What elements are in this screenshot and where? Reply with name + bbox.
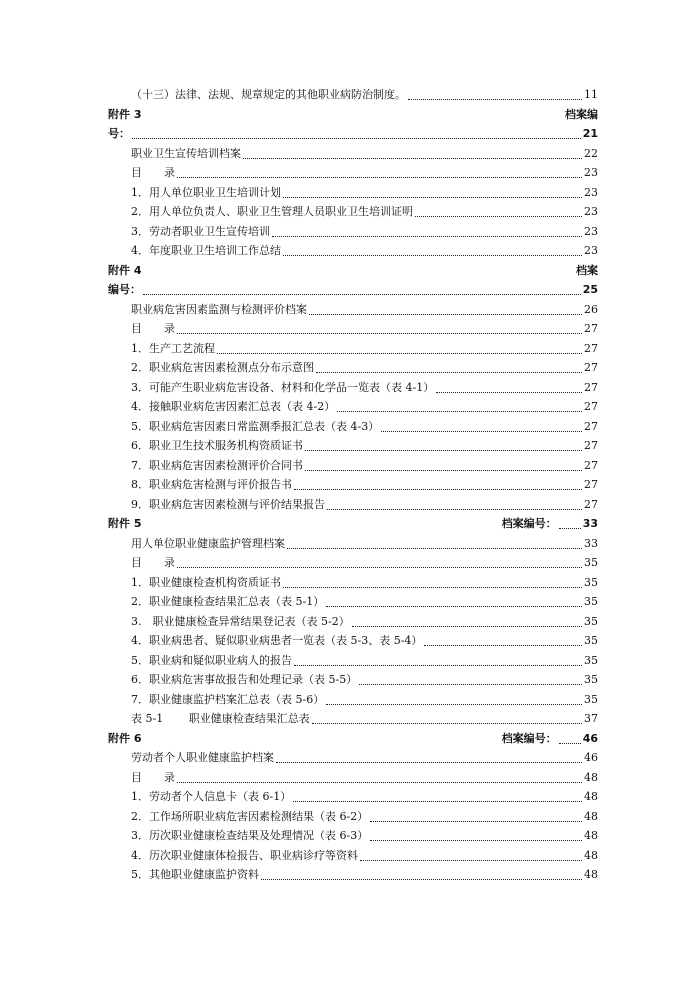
appendix-label: 附件 5	[108, 517, 142, 530]
toc-entry-page: 35	[584, 575, 598, 589]
toc-appendix-heading[interactable]	[108, 729, 598, 749]
toc-leader-dots	[272, 236, 582, 237]
toc-entry[interactable]	[108, 787, 598, 807]
toc-leader-dots	[370, 840, 582, 841]
archive-number-label: 档案编号：	[501, 731, 557, 745]
toc-leader-dots	[370, 821, 582, 822]
toc-entry[interactable]	[108, 183, 598, 203]
toc-entry[interactable]	[108, 709, 598, 729]
toc-leader-dots	[217, 353, 582, 354]
toc-leader-dots	[294, 489, 582, 490]
toc-entry[interactable]	[108, 456, 598, 476]
toc-entry[interactable]	[108, 475, 598, 495]
toc-entry-page: 22	[584, 146, 598, 160]
toc-leader-dots	[283, 587, 582, 588]
toc-entry[interactable]	[108, 690, 598, 710]
toc-entry[interactable]	[108, 612, 598, 632]
toc-appendix-heading[interactable]	[108, 514, 598, 534]
toc-entry-title: 5．其他职业健康监护资料	[131, 868, 259, 881]
toc-entry-title: 1．职业健康检查机构资质证书	[131, 575, 281, 589]
toc-entry-page: 27	[584, 361, 598, 374]
toc-leader-dots	[326, 606, 582, 607]
toc-entry-title: 职业病危害因素监测与检测评价档案	[131, 302, 307, 316]
toc-leader-dots	[359, 684, 582, 685]
toc-entry-title: 7．职业健康监护档案汇总表（表 5-6）	[131, 692, 325, 706]
toc-leader-dots	[143, 294, 581, 295]
toc-entry-page: 35	[584, 653, 598, 667]
toc-entry[interactable]	[108, 417, 598, 437]
toc-entry-page: 35	[584, 556, 598, 569]
toc-leader-dots	[415, 216, 582, 217]
toc-entry-page: 35	[584, 673, 598, 686]
toc-entry-page: 35	[584, 614, 598, 628]
toc-entry-page: 46	[582, 731, 598, 745]
toc-leader-dots	[177, 333, 582, 334]
toc-entry[interactable]	[108, 397, 598, 417]
toc-entry-title: 目 录	[131, 322, 175, 335]
toc-appendix-heading[interactable]	[108, 105, 598, 125]
toc-entry[interactable]	[108, 846, 598, 866]
toc-leader-dots	[436, 392, 582, 393]
toc-entry[interactable]	[108, 807, 598, 827]
toc-leader-dots	[360, 860, 582, 861]
toc-entry-title: 号：	[108, 127, 130, 140]
toc-leader-dots	[177, 782, 582, 783]
toc-entry-title: 4．职业病患者、疑似职业病患者一览表（表 5-3、表 5-4）	[131, 634, 423, 647]
toc-leader-dots	[327, 509, 582, 510]
toc-leader-dots	[305, 470, 582, 471]
toc-entry-page: 48	[584, 829, 598, 842]
toc-leader-dots	[424, 645, 582, 646]
toc-entry[interactable]	[108, 495, 598, 515]
toc-entry[interactable]	[108, 319, 598, 339]
toc-leader-dots	[352, 626, 582, 627]
toc-leader-dots	[283, 255, 582, 256]
appendix-label: 附件 4	[108, 263, 142, 277]
toc-entry-title: 1．用人单位职业卫生培训计划	[131, 185, 281, 199]
toc-entry-page: 23	[584, 205, 598, 218]
toc-entry-title: 编号：	[108, 283, 141, 296]
toc-leader-dots	[305, 450, 582, 451]
toc-entry-title: （十三）法律、法规、规章规定的其他职业病防治制度。	[131, 88, 406, 101]
toc-entry[interactable]	[108, 631, 598, 651]
toc-entry-page: 33	[584, 536, 598, 550]
toc-entry[interactable]	[108, 651, 598, 671]
archive-number-label: 档案编号：	[501, 517, 557, 530]
toc-entry[interactable]	[108, 670, 598, 690]
toc-entry-page: 23	[584, 185, 598, 199]
toc-entry-title: 5．职业病和疑似职业病人的报告	[131, 653, 292, 667]
toc-entry[interactable]	[108, 163, 598, 183]
toc-heading-continuation[interactable]	[108, 280, 598, 300]
toc-leader-dots	[381, 431, 582, 432]
toc-entry[interactable]	[108, 241, 598, 261]
toc-entry-page: 27	[584, 400, 598, 413]
toc-entry-page: 48	[584, 770, 598, 784]
toc-entry-page: 23	[584, 166, 598, 179]
toc-leader-dots	[261, 879, 582, 880]
archive-number-label: 档案编	[565, 107, 598, 121]
toc-entry-page: 23	[584, 224, 598, 238]
toc-entry-page: 25	[582, 283, 598, 296]
toc-entry[interactable]	[108, 202, 598, 222]
toc-entry-title: 目 录	[131, 770, 175, 784]
toc-entry-title: 劳动者个人职业健康监护档案	[131, 751, 274, 764]
toc-entry-page: 48	[584, 848, 598, 862]
toc-entry-title: 5．职业病危害因素日常监测季报汇总表（表 4-3）	[131, 419, 380, 433]
toc-entry[interactable]	[108, 553, 598, 573]
toc-entry-page: 48	[584, 790, 598, 803]
toc-appendix-heading[interactable]	[108, 261, 598, 281]
toc-entry-page: 27	[584, 380, 598, 394]
toc-entry-title: 8．职业病危害检测与评价报告书	[131, 478, 292, 491]
toc-entry[interactable]	[108, 436, 598, 456]
toc-leader-dots	[293, 801, 582, 802]
toc-leader-dots	[312, 723, 582, 724]
toc-entry-page: 27	[584, 419, 598, 433]
toc-entry-title: 1．劳动者个人信息卡（表 6-1）	[131, 790, 292, 803]
toc-entry-page: 35	[584, 692, 598, 706]
toc-entry-page: 27	[584, 439, 598, 452]
toc-leader-dots	[276, 762, 582, 763]
toc-leader-dots	[132, 138, 581, 139]
toc-entry-title: 3. 职业健康检查异常结果登记表（表 5-2）	[131, 614, 350, 628]
toc-entry-page: 33	[582, 517, 598, 530]
toc-entry-title: 4．年度职业卫生培训工作总结	[131, 244, 281, 257]
appendix-label: 附件 6	[108, 731, 142, 745]
toc-entry[interactable]	[108, 768, 598, 788]
toc-leader-dots	[408, 99, 582, 100]
toc-leader-dots	[177, 177, 582, 178]
toc-entry[interactable]	[108, 748, 598, 768]
toc-entry-title: 4．接触职业病危害因素汇总表（表 4-2）	[131, 400, 336, 413]
toc-entry-page: 26	[584, 302, 598, 316]
toc-entry-title: 6．职业卫生技术服务机构资质证书	[131, 439, 303, 452]
toc-leader-dots	[177, 567, 582, 568]
toc-leader-dots	[294, 665, 582, 666]
toc-entry-page: 46	[584, 751, 598, 764]
table-of-contents	[108, 85, 598, 885]
toc-entry-title: 4．历次职业健康体检报告、职业病诊疗等资料	[131, 848, 358, 862]
toc-entry-title: 3．劳动者职业卫生宣传培训	[131, 224, 270, 238]
toc-entry-title: 9．职业病危害因素检测与评价结果报告	[131, 497, 325, 511]
toc-leader-dots	[559, 743, 581, 744]
toc-entry-title: 3．历次职业健康检查结果及处理情况（表 6-3）	[131, 829, 369, 842]
toc-entry[interactable]	[108, 339, 598, 359]
toc-entry-page: 27	[584, 478, 598, 491]
toc-entry-title: 3．可能产生职业病危害设备、材料和化学品一览表（表 4-1）	[131, 380, 435, 394]
toc-entry-page: 48	[584, 868, 598, 881]
toc-entry-page: 37	[584, 712, 598, 725]
toc-entry-title: 6．职业病危害事故报告和处理记录（表 5-5）	[131, 673, 358, 686]
toc-entry-page: 27	[584, 322, 598, 335]
toc-entry-title: 2．工作场所职业病危害因素检测结果（表 6-2）	[131, 809, 369, 823]
toc-entry-title: 1．生产工艺流程	[131, 341, 215, 355]
toc-entry-title: 用人单位职业健康监护管理档案	[131, 536, 285, 550]
toc-leader-dots	[283, 197, 582, 198]
toc-leader-dots	[337, 411, 582, 412]
toc-entry-title: 目 录	[131, 166, 175, 179]
toc-heading-continuation[interactable]	[108, 124, 598, 144]
toc-entry-page: 11	[584, 88, 598, 101]
toc-entry-title: 2．职业健康检查结果汇总表（表 5-1）	[131, 595, 325, 608]
toc-entry-page: 27	[584, 458, 598, 472]
toc-entry-page: 35	[584, 634, 598, 647]
toc-entry-title: 2．用人单位负责人、职业卫生管理人员职业卫生培训证明	[131, 205, 413, 218]
toc-entry[interactable]	[108, 300, 598, 320]
toc-entry-title: 目 录	[131, 556, 175, 569]
toc-entry-title: 表 5-1 职业健康检查结果汇总表	[131, 712, 310, 725]
toc-entry-page: 48	[584, 809, 598, 823]
toc-leader-dots	[309, 314, 582, 315]
toc-entry-page: 21	[582, 127, 598, 140]
archive-number-label: 档案	[576, 263, 598, 277]
toc-entry[interactable]	[108, 144, 598, 164]
toc-entry-page: 35	[584, 595, 598, 608]
appendix-label: 附件 3	[108, 107, 142, 121]
toc-leader-dots	[326, 704, 582, 705]
toc-entry[interactable]	[108, 222, 598, 242]
toc-leader-dots	[559, 528, 581, 529]
toc-entry[interactable]	[108, 85, 598, 105]
toc-entry-title: 2．职业病危害因素检测点分布示意图	[131, 361, 314, 374]
toc-leader-dots	[243, 158, 582, 159]
toc-entry[interactable]	[108, 865, 598, 885]
toc-entry-page: 27	[584, 497, 598, 511]
toc-entry[interactable]	[108, 534, 598, 554]
toc-leader-dots	[287, 548, 582, 549]
toc-entry[interactable]	[108, 826, 598, 846]
toc-entry[interactable]	[108, 573, 598, 593]
toc-entry-title: 7．职业病危害因素检测评价合同书	[131, 458, 303, 472]
toc-entry[interactable]	[108, 358, 598, 378]
toc-entry-page: 27	[584, 341, 598, 355]
toc-entry[interactable]	[108, 592, 598, 612]
toc-entry-title: 职业卫生宣传培训档案	[131, 146, 241, 160]
toc-leader-dots	[316, 372, 582, 373]
toc-entry[interactable]	[108, 378, 598, 398]
toc-entry-page: 23	[584, 244, 598, 257]
